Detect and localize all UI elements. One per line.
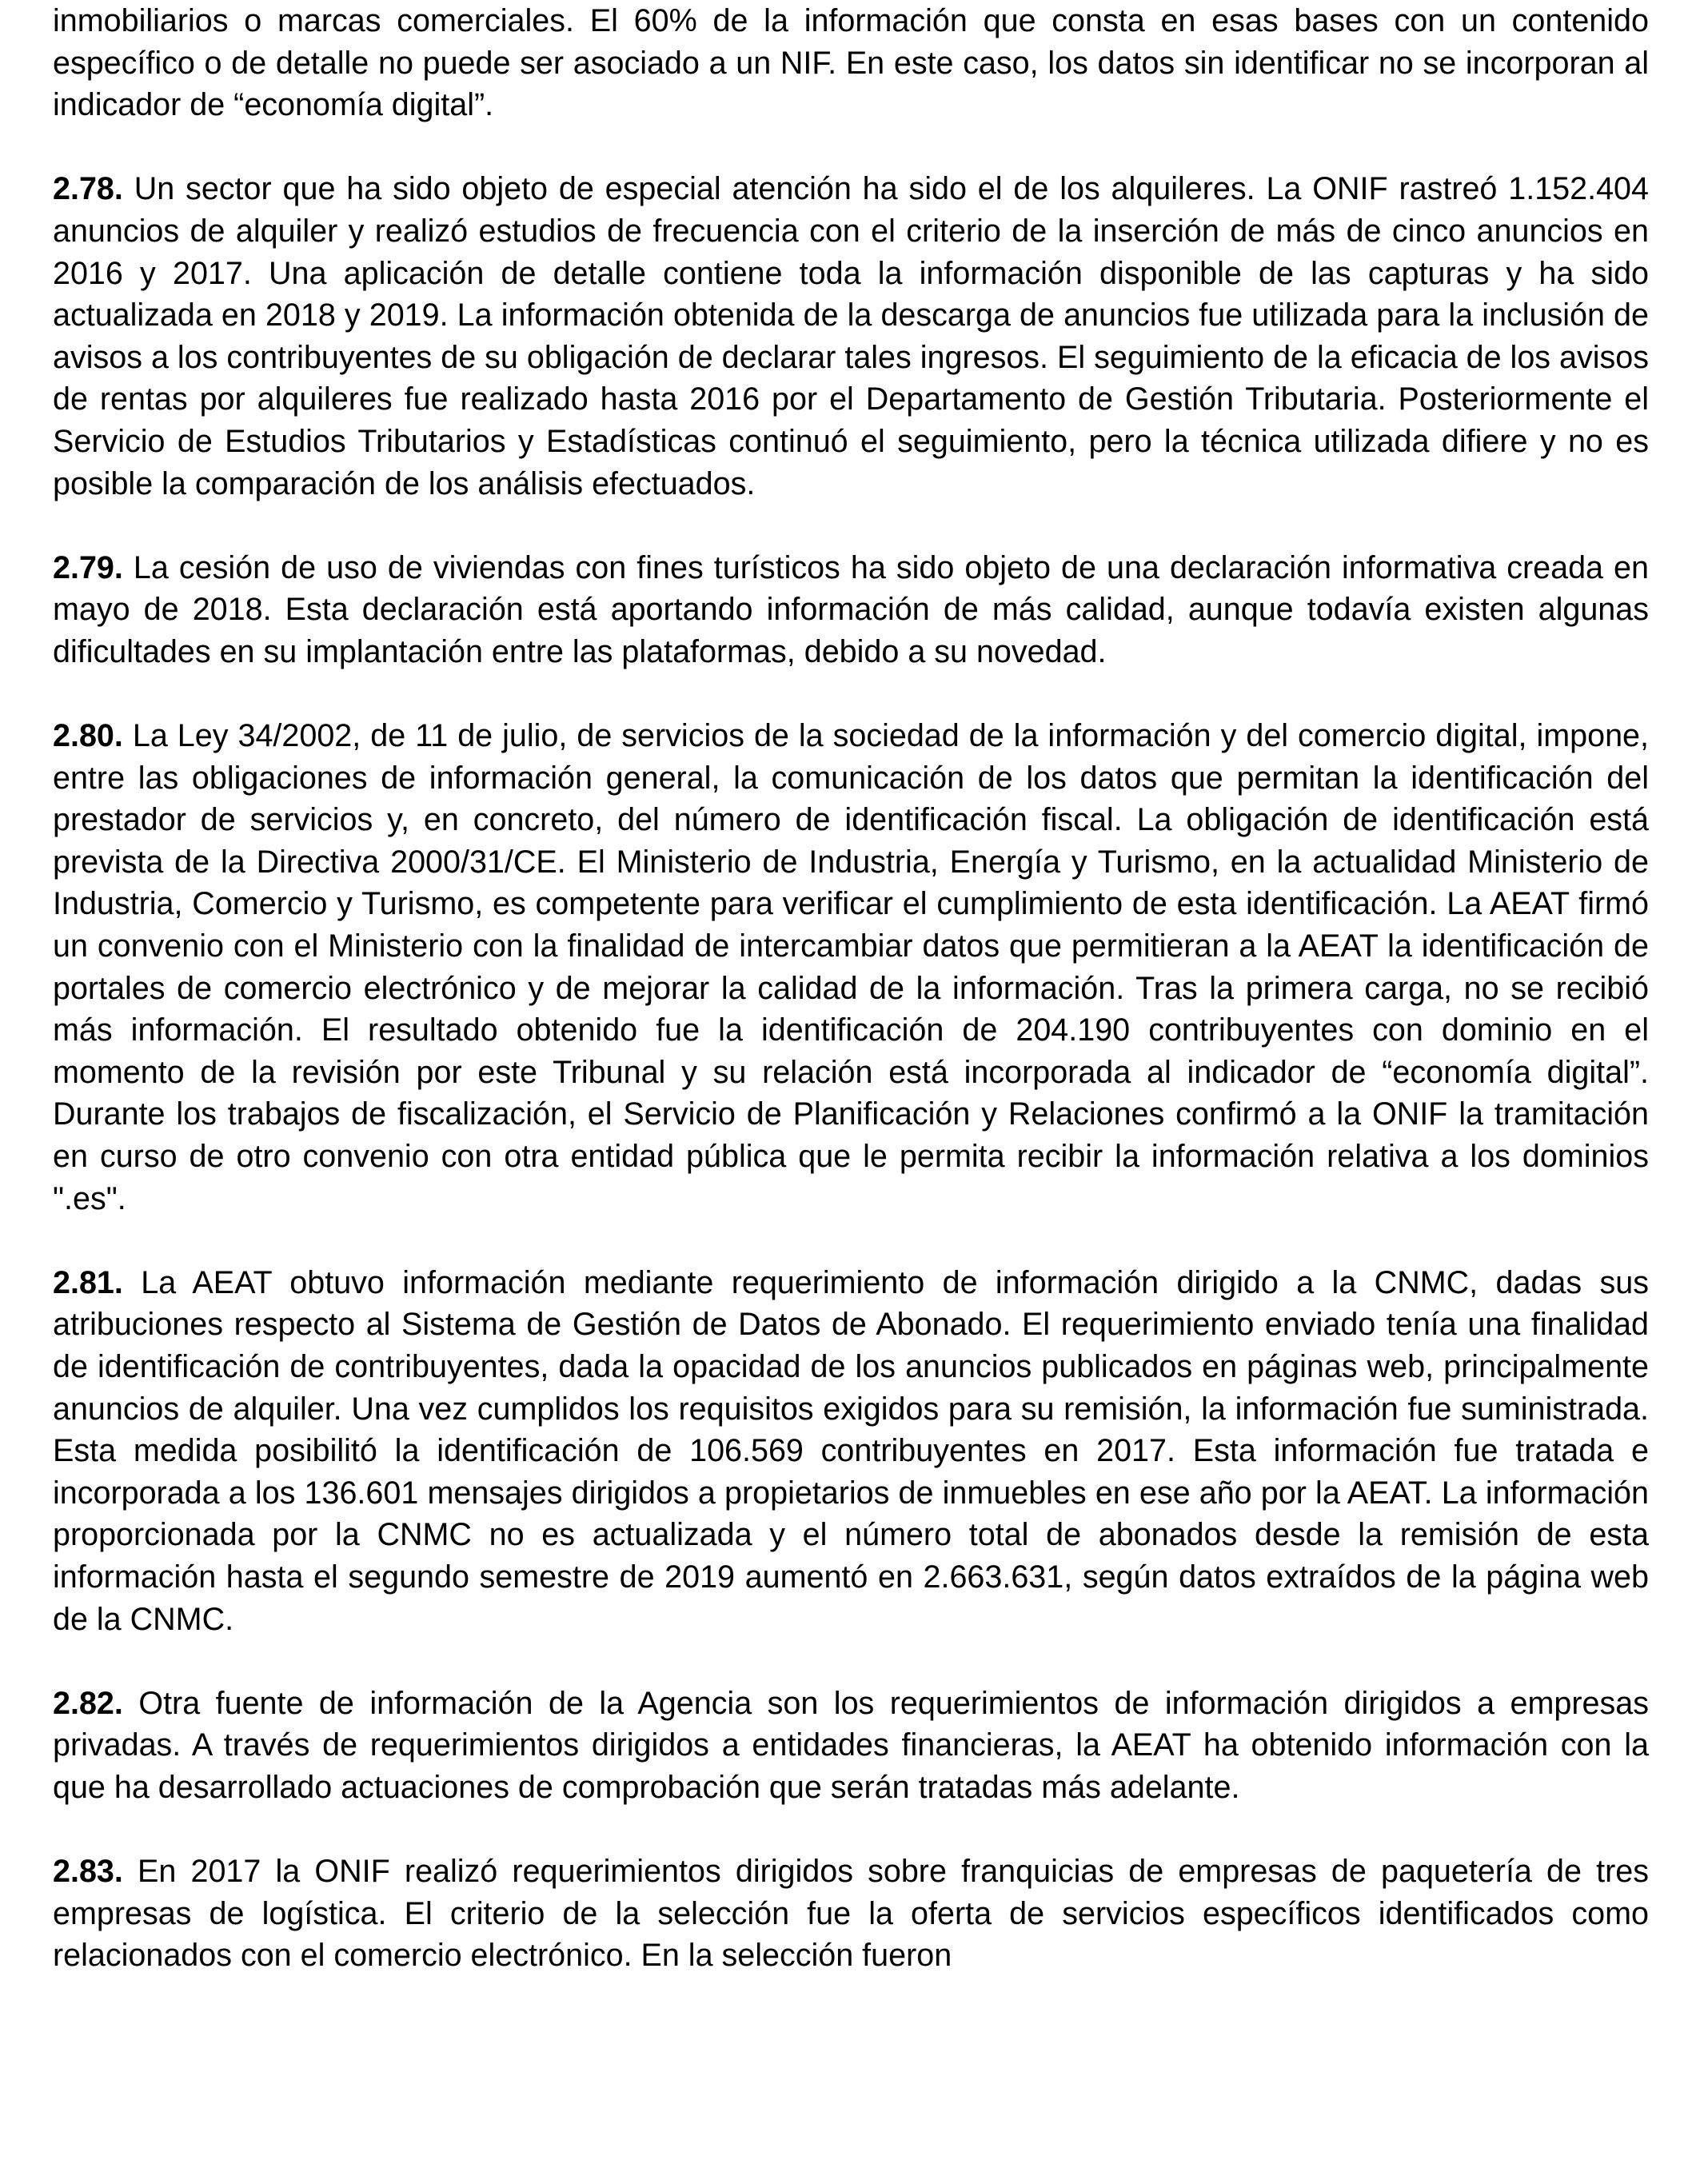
paragraph-number: 2.82. bbox=[53, 1685, 123, 1721]
paragraph-2-82 bbox=[53, 1683, 1649, 1809]
paragraph-continuation bbox=[53, 0, 1649, 126]
paragraph-2-80 bbox=[53, 715, 1649, 1220]
paragraph-text: La AEAT obtuvo información mediante requerimiento de información dirigido a la CNMC, dadas sus atribuciones respecto al Sistema de Gestión de Datos de Abonado. El requerimiento enviado tenía una finalidad de identificación de contribuyentes, dada la opacidad de los anuncios publicados en páginas web, principalmente anuncios de alquiler. Una vez cumplidos los requisitos exigidos para su remisión, la información fue suministrada. Esta medida posibilitó la identificación de 106.569 contribuyentes en 2017. Esta información fue tratada e incorporada a los 136.601 mensajes dirigidos a propietarios de inmuebles en ese año por la AEAT. La información proporcionada por la CNMC no es actualizada y el número total de abonados desde la remisión de esta información hasta el segundo semestre de 2019 aumentó en 2.663.631, según datos extraídos de la página web de la CNMC. bbox=[53, 1264, 1649, 1637]
paragraph-text: Otra fuente de información de la Agencia son los requerimientos de información dirigidos a empresas privadas. A través de requerimientos dirigidos a entidades financieras, la AEAT ha obtenido información con la que ha desarrollado actuaciones de comprobación que serán tratadas más adelante. bbox=[53, 1685, 1649, 1805]
paragraph-2-79 bbox=[53, 547, 1649, 673]
paragraph-text: Un sector que ha sido objeto de especial atención ha sido el de los alquileres. La ONIF rastreó 1.152.404 anuncios de alquiler y realizó estudios de frecuencia con el criterio de la inserción de más de cinco anuncios en 2016 y 2017. Una aplicación de detalle contiene toda la información disponible de las capturas y ha sido actualizada en 2018 y 2019. La información obtenida de la descarga de anuncios fue utilizada para la inclusión de avisos a los contribuyentes de su obligación de declarar tales ingresos. El seguimiento de la eficacia de los avisos de rentas por alquileres fue realizado hasta 2016 por el Departamento de Gestión Tributaria. Posteriormente el Servicio de Estudios Tributarios y Estadísticas continuó el seguimiento, pero la técnica utilizada difiere y no es posible la comparación de los análisis efectuados. bbox=[53, 171, 1649, 501]
paragraph-number: 2.79. bbox=[53, 549, 123, 585]
paragraph-number: 2.81. bbox=[53, 1264, 123, 1300]
paragraph-number: 2.80. bbox=[53, 718, 123, 754]
paragraph-text: En 2017 la ONIF realizó requerimientos dirigidos sobre franquicias de empresas de paquetería de tres empresas de logística. El criterio de la selección fue la oferta de servicios específicos identificados como relacionados con el comercio electrónico. En la selección fueron bbox=[53, 1854, 1649, 1974]
paragraph-text: La cesión de uso de viviendas con fines turísticos ha sido objeto de una declaración informativa creada en mayo de 2018. Esta declaración está aportando información de más calidad, aunque todavía existen algunas dificultades en su implantación entre las plataformas, debido a su novedad. bbox=[53, 549, 1649, 669]
paragraph-number: 2.83. bbox=[53, 1854, 123, 1890]
paragraph-2-83 bbox=[53, 1851, 1649, 1977]
document-page bbox=[53, 0, 1649, 2019]
paragraph-number: 2.78. bbox=[53, 171, 123, 207]
paragraph-2-81 bbox=[53, 1262, 1649, 1640]
paragraph-2-78 bbox=[53, 168, 1649, 505]
paragraph-text: inmobiliarios o marcas comerciales. El 60% de la información que consta en esas bases con un contenido específico o de detalle no puede ser asociado a un NIF. En este caso, los datos sin identificar no se incorporan al indicador de “economía digital”. bbox=[53, 3, 1649, 123]
paragraph-text: La Ley 34/2002, de 11 de julio, de servicios de la sociedad de la información y del comercio digital, impone, entre las obligaciones de información general, la comunicación de los datos que permitan la identificación del prestador de servicios y, en concreto, del número de identificación fiscal. La obligación de identificación está prevista de la Directiva 2000/31/CE. El Ministerio de Industria, Energía y Turismo, en la actualidad Ministerio de Industria, Comercio y Turismo, es competente para verificar el cumplimiento de esta identificación. La AEAT firmó un convenio con el Ministerio con la finalidad de intercambiar datos que permitieran a la AEAT la identificación de portales de comercio electrónico y de mejorar la calidad de la información. Tras la primera carga, no se recibió más información. El resultado obtenido fue la identificación de 204.190 contribuyentes con dominio en el momento de la revisión por este Tribunal y su relación está incorporada al indicador de “economía digital”. Durante los trabajos de fiscalización, el Servicio de Planificación y Relaciones confirmó a la ONIF la tramitación en curso de otro convenio con otra entidad pública que le permita recibir la información relativa a los dominios ".es". bbox=[53, 718, 1650, 1216]
